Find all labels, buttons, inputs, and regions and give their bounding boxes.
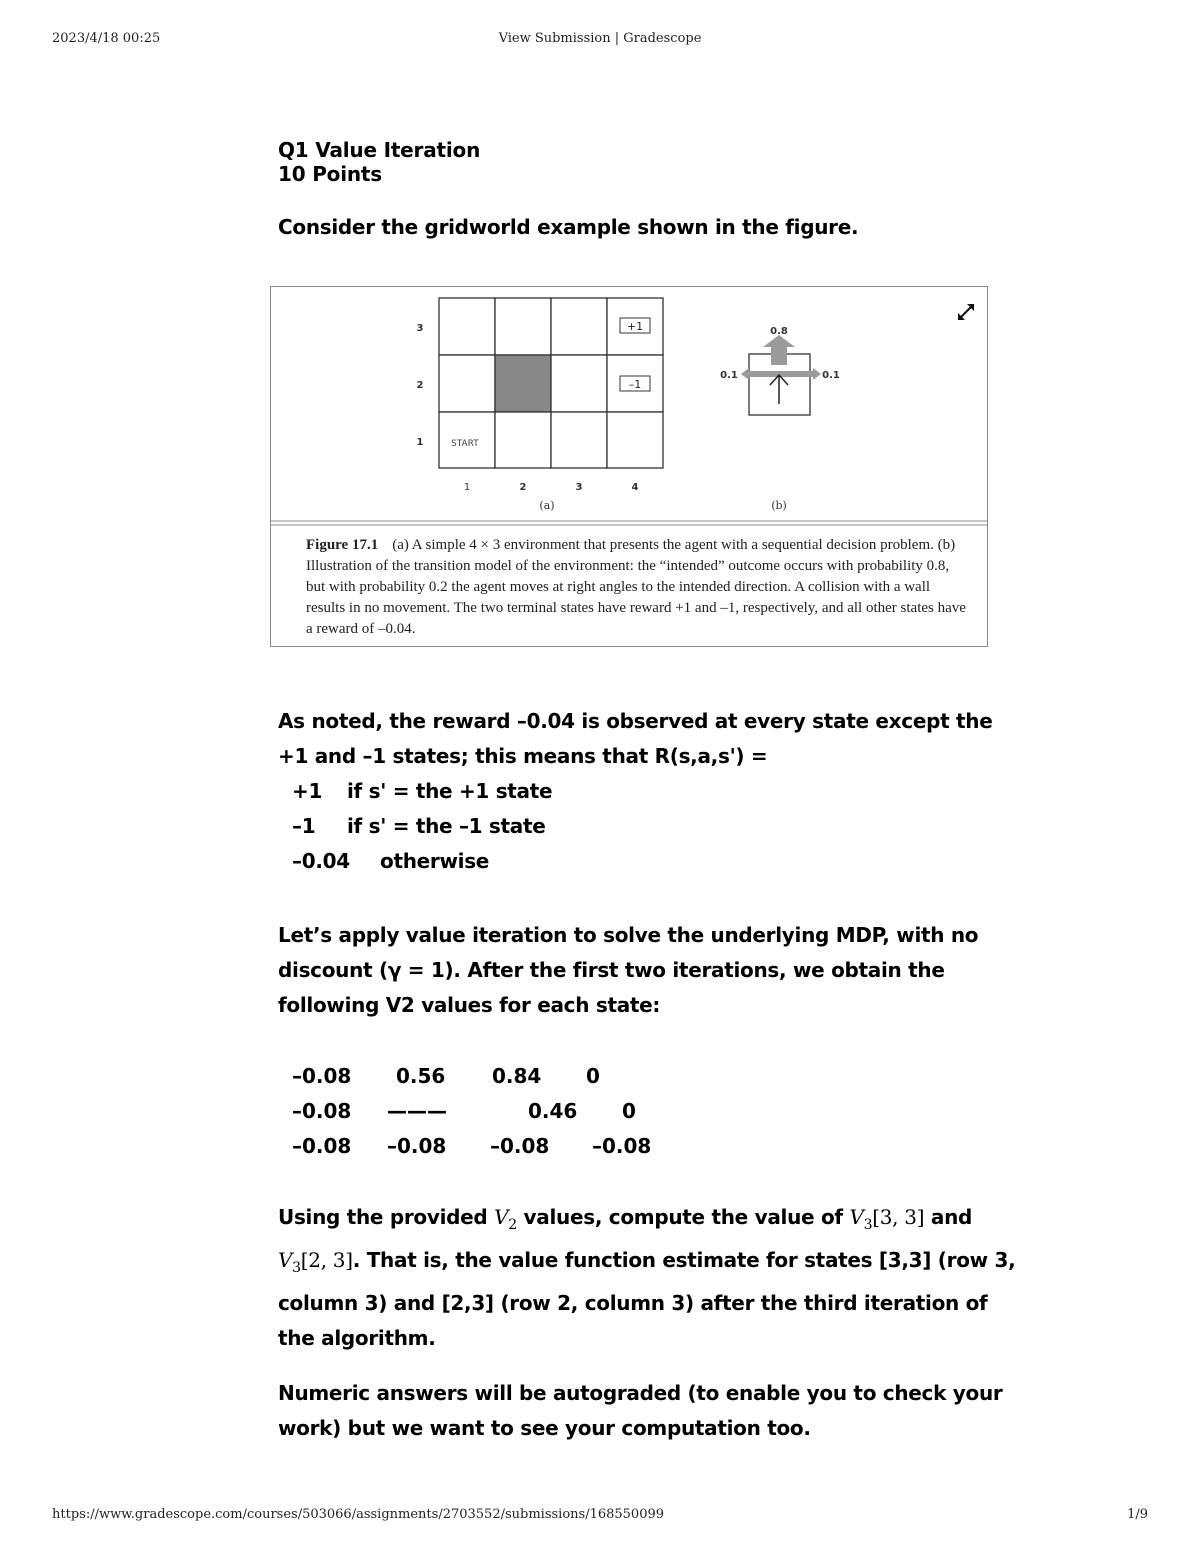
v2-cell: 0.84	[492, 1064, 542, 1088]
figure-caption-text: (a) A simple 4 × 3 environment that presents the agent with a sequential decision problem. (b) Illustration of the transition model of the environment: the “intended” outcome occurs with probability 0.8, but with probability 0.2 the agent moves at right angles to the intended direction. A collision with a wall results in no movement. The two terminal states have reward +1 and –1, respectively, and all other states have a reward of –0.04.	[306, 537, 966, 637]
v2-wall-cell: ———	[387, 1099, 447, 1123]
reward-intro: As noted, the reward –0.04 is observed at every state except the +1 and –1 states; this means that R(s,a,s') =	[278, 709, 993, 768]
reward-row-minus	[278, 809, 1018, 844]
reward-value: –1	[292, 814, 316, 838]
print-page-title: View Submission | Gradescope	[498, 31, 702, 46]
question-content	[278, 138, 1018, 1440]
compute-text: Using the provided $V_2$ values, compute the value of $V_3[3$, 3] and $V_3[2$, 3]. That is, the value function estimate for states [3,3] (row 3, column 3) and [2,3] (row 2, column 3) after the third iteration of the algorithm.	[278, 1205, 1016, 1350]
v2-cell: –0.08	[292, 1064, 352, 1088]
question-points: 10 Points	[278, 162, 382, 186]
gridworld-figure	[270, 286, 988, 647]
wall-cell	[495, 355, 551, 412]
v2-row-3	[292, 1059, 712, 1094]
prob-up-label: 0.8	[770, 326, 788, 337]
compute-instruction	[278, 1200, 1018, 1356]
print-datetime: 2023/4/18 00:25	[52, 31, 161, 46]
reward-row-plus	[278, 774, 1018, 809]
reward-description	[278, 704, 1018, 879]
start-label: START	[451, 439, 479, 449]
col-label-2: 2	[519, 482, 527, 493]
autograde-note	[278, 1376, 1018, 1446]
prob-left-label: 0.1	[720, 370, 738, 381]
autograde-note-text: Numeric answers will be autograded (to enable you to check your work) but we want to see your computation too.	[278, 1381, 1003, 1440]
col-label-4: 4	[631, 482, 639, 493]
v2-cell: –0.08	[592, 1134, 652, 1158]
prob-right-label: 0.1	[822, 370, 840, 381]
reward-condition: otherwise	[380, 849, 490, 873]
print-url: https://www.gradescope.com/courses/503066/assignments/2703552/submissions/168550099	[52, 1507, 665, 1522]
v2-values-table	[292, 1059, 712, 1164]
v2-row-1	[292, 1129, 712, 1164]
print-page-number: 1/9	[1127, 1507, 1148, 1522]
question-intro: Consider the gridworld example shown in the figure.	[278, 215, 859, 239]
subfigure-b-label: (b)	[771, 499, 787, 512]
reward-value: –0.04	[292, 849, 350, 873]
col-label-3: 3	[575, 482, 583, 493]
v2-cell: 0	[586, 1064, 600, 1088]
v2-cell: 0	[622, 1099, 636, 1123]
row-label-2: 2	[416, 380, 424, 391]
reward-condition: if s' = the –1 state	[347, 814, 546, 838]
subfigure-a-label: (a)	[539, 499, 555, 512]
expand-arrows-icon[interactable]	[955, 301, 977, 323]
value-iteration-text: Let’s apply value iteration to solve the underlying MDP, with no discount (γ = 1). After the first two iterations, we obtain the following V2 values for each state:	[278, 923, 979, 1017]
v2-cell: –0.08	[387, 1134, 447, 1158]
math-v3-33: $V_3[3$, 3]	[849, 1205, 925, 1233]
minus-terminal-label: –1	[628, 378, 642, 391]
transition-model	[741, 335, 821, 415]
figure-caption-label: Figure 17.1	[306, 537, 379, 553]
reward-condition: if s' = the +1 state	[347, 779, 553, 803]
reward-row-other	[278, 844, 1018, 879]
value-iteration-description	[278, 918, 1018, 1023]
row-label-1: 1	[416, 437, 424, 448]
v2-row-2	[292, 1094, 712, 1129]
col-label-1: 1	[463, 482, 471, 493]
row-label-3: 3	[416, 323, 424, 334]
plus-terminal-label: +1	[626, 320, 644, 333]
v2-cell: –0.08	[292, 1099, 352, 1123]
v2-cell: 0.56	[396, 1064, 446, 1088]
v2-cell: –0.08	[490, 1134, 550, 1158]
figure-caption	[306, 535, 966, 640]
math-v2: $V_2$	[494, 1205, 517, 1233]
reward-value: +1	[292, 779, 323, 803]
v2-cell: 0.46	[528, 1099, 578, 1123]
question-title: Q1 Value Iteration	[278, 138, 481, 162]
v2-cell: –0.08	[292, 1134, 352, 1158]
math-v3-23: $V_3[2$, 3]	[278, 1248, 353, 1276]
